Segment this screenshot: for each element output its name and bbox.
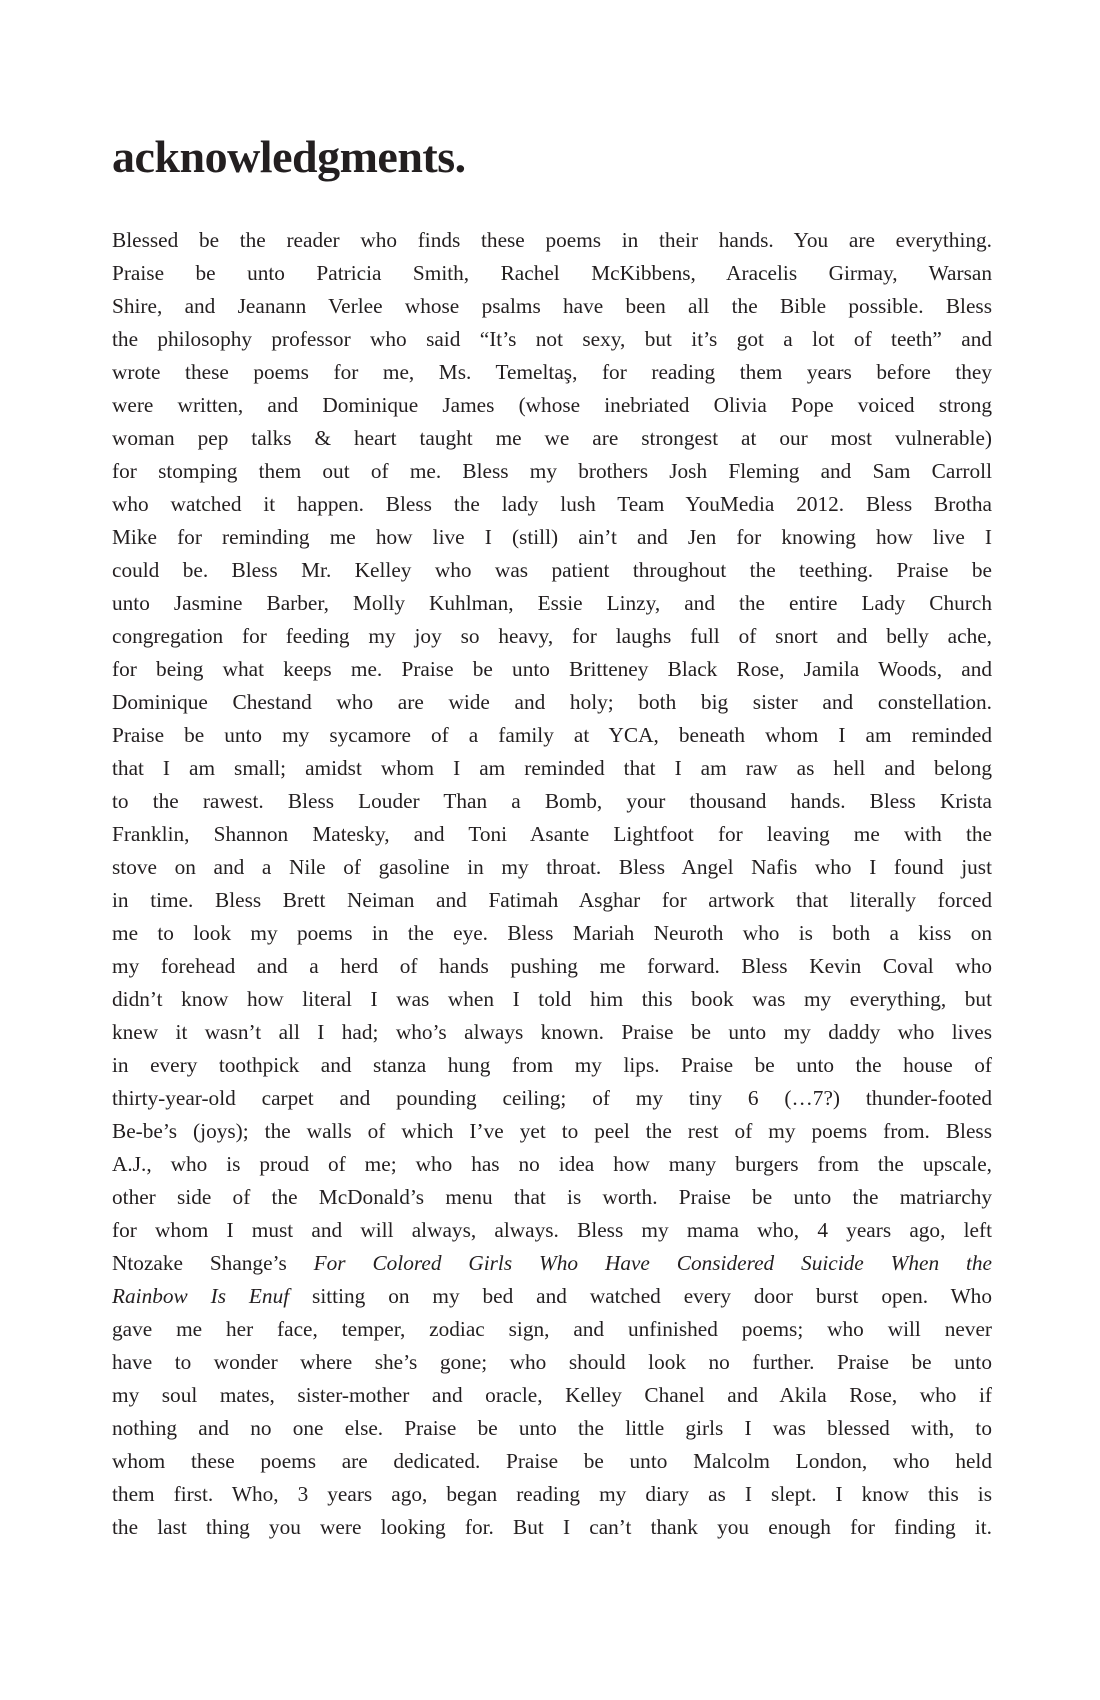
body-line: my forehead and a herd of hands pushing me forward. Bless Kevin Coval who	[112, 954, 992, 978]
body-line: me to look my poems in the eye. Bless Mariah Neuroth who is both a kiss on	[112, 921, 992, 945]
body-line: Praise be unto Patricia Smith, Rachel McKibbens, Aracelis Girmay, Warsan	[112, 261, 992, 285]
body-line: in every toothpick and stanza hung from my lips. Praise be unto the house of	[112, 1053, 992, 1077]
body-line: nothing and no one else. Praise be unto the little girls I was blessed with, to	[112, 1416, 992, 1440]
body-line: in time. Bless Brett Neiman and Fatimah Asghar for artwork that literally forced	[112, 888, 992, 912]
body-line: have to wonder where she’s gone; who should look no further. Praise be unto	[112, 1350, 992, 1374]
body-line: unto Jasmine Barber, Molly Kuhlman, Essie Linzy, and the entire Lady Church	[112, 591, 992, 615]
body-line: wrote these poems for me, Ms. Temeltaş, for reading them years before they	[112, 360, 992, 384]
body-line: the philosophy professor who said “It’s not sexy, but it’s got a lot of teeth” and	[112, 327, 992, 351]
body-line-italic-2	[112, 1280, 992, 1313]
body-line: stove on and a Nile of gasoline in my throat. Bless Angel Nafis who I found just	[112, 855, 992, 879]
body-line: A.J., who is proud of me; who has no idea how many burgers from the upscale,	[112, 1152, 992, 1176]
body-line: were written, and Dominique James (whose inebriated Olivia Pope voiced strong	[112, 393, 992, 417]
text-segment: sitting on my bed and watched every door burst open. Who	[289, 1284, 992, 1308]
body-line: for being what keeps me. Praise be unto Britteney Black Rose, Jamila Woods, and	[112, 657, 992, 681]
body-lines-part-1	[112, 224, 992, 1247]
body-line: for stomping them out of me. Bless my brothers Josh Fleming and Sam Carroll	[112, 459, 992, 483]
body-line: Mike for reminding me how live I (still) ain’t and Jen for knowing how live I	[112, 525, 992, 549]
body-line: Blessed be the reader who finds these poems in their hands. You are everything.	[112, 228, 992, 252]
body-line: whom these poems are dedicated. Praise be unto Malcolm London, who held	[112, 1449, 992, 1473]
body-line: could be. Bless Mr. Kelley who was patient throughout the teething. Praise be	[112, 558, 992, 582]
body-line: them first. Who, 3 years ago, began reading my diary as I slept. I know this is	[112, 1482, 992, 1506]
body-line: for whom I must and will always, always. Bless my mama who, 4 years ago, left	[112, 1218, 992, 1242]
text-segment: Ntozake Shange’s	[112, 1251, 314, 1275]
book-title-italic: For Colored Girls Who Have Considered Suicide When the	[313, 1251, 993, 1275]
body-line: Be-be’s (joys); the walls of which I’ve yet to peel the rest of my poems from. Bless	[112, 1119, 992, 1143]
body-line: knew it wasn’t all I had; who’s always known. Praise be unto my daddy who lives	[112, 1020, 992, 1044]
acknowledgments-body	[112, 224, 992, 1544]
body-line: to the rawest. Bless Louder Than a Bomb, your thousand hands. Bless Krista	[112, 789, 992, 813]
body-line: other side of the McDonald’s menu that is worth. Praise be unto the matriarchy	[112, 1185, 992, 1209]
body-line: who watched it happen. Bless the lady lush Team YouMedia 2012. Bless Brotha	[112, 492, 992, 516]
body-line: Dominique Chestand who are wide and holy; both big sister and constellation.	[112, 690, 992, 714]
body-line: Shire, and Jeanann Verlee whose psalms have been all the Bible possible. Bless	[112, 294, 992, 318]
body-line: that I am small; amidst whom I am reminded that I am raw as hell and belong	[112, 756, 992, 780]
body-line: gave me her face, temper, zodiac sign, and unfinished poems; who will never	[112, 1317, 992, 1341]
body-line: didn’t know how literal I was when I told him this book was my everything, but	[112, 987, 992, 1011]
body-line: Praise be unto my sycamore of a family at YCA, beneath whom I am reminded	[112, 723, 992, 747]
body-line: Franklin, Shannon Matesky, and Toni Asante Lightfoot for leaving me with the	[112, 822, 992, 846]
body-line-italic-1	[112, 1247, 992, 1280]
body-line: the last thing you were looking for. But I can’t thank you enough for finding it.	[112, 1515, 992, 1539]
body-line: thirty-year-old carpet and pounding ceiling; of my tiny 6 (…7?) thunder-footed	[112, 1086, 992, 1110]
book-title-italic: Rainbow Is Enuf	[112, 1284, 290, 1308]
body-line: congregation for feeding my joy so heavy, for laughs full of snort and belly ache,	[112, 624, 992, 648]
body-lines-part-2	[112, 1313, 992, 1544]
page-title: acknowledgments.	[112, 131, 466, 182]
body-line: woman pep talks & heart taught me we are strongest at our most vulnerable)	[112, 426, 992, 450]
body-line: my soul mates, sister-mother and oracle, Kelley Chanel and Akila Rose, who if	[112, 1383, 992, 1407]
